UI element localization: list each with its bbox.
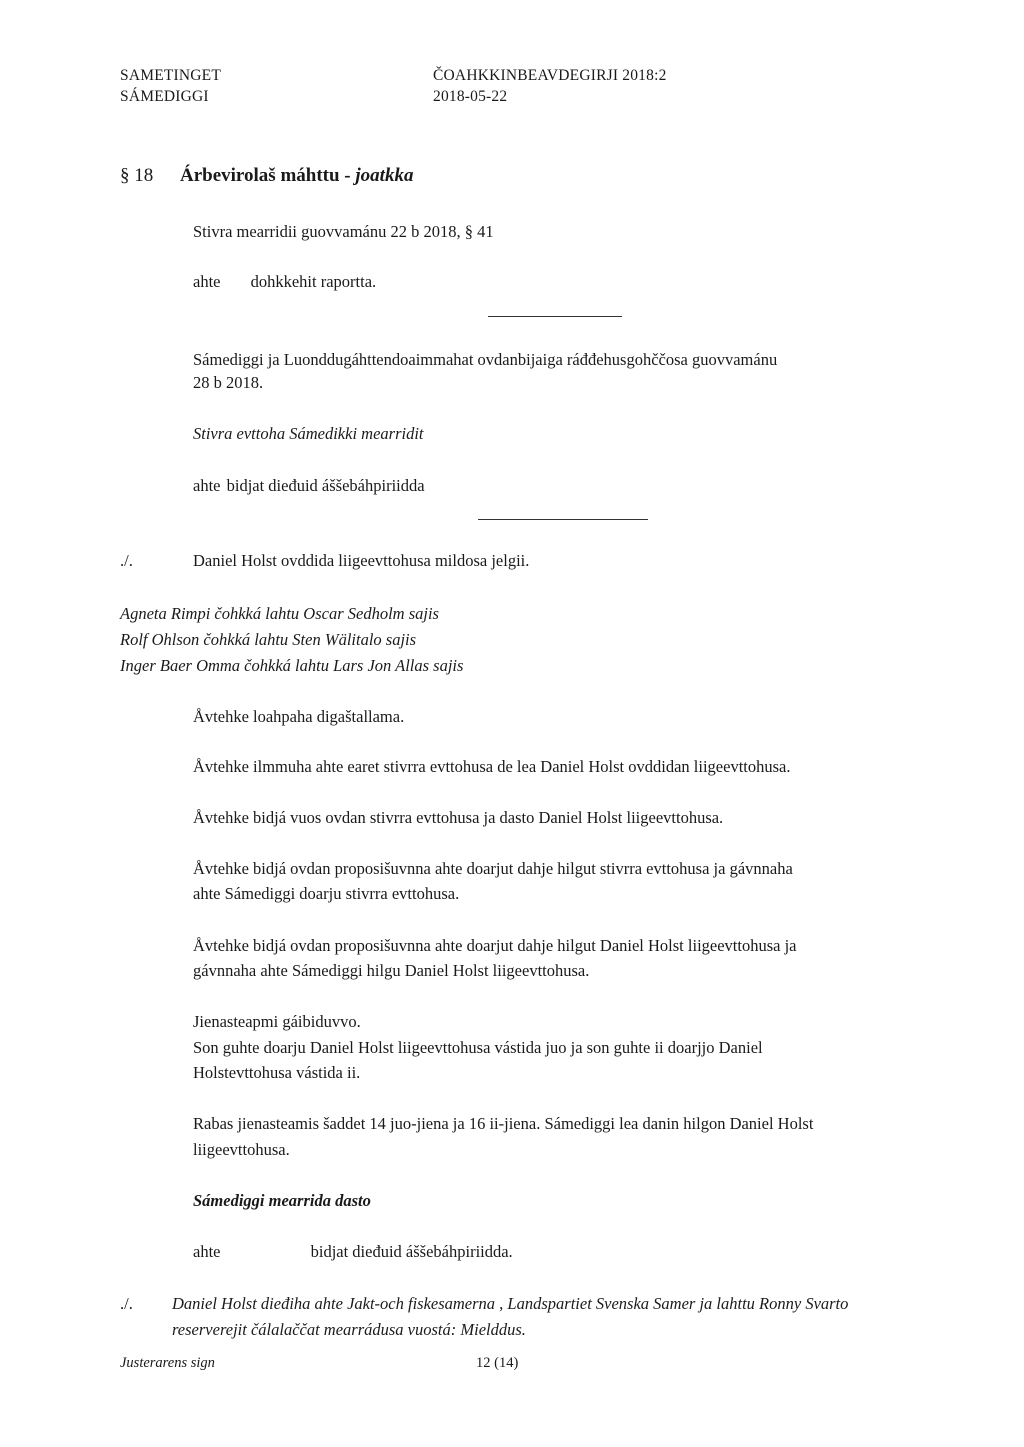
proposal-heading: Stivra evttoha Sámedikki mearridit: [193, 424, 424, 443]
signature-label: Justerarens sign: [120, 1355, 215, 1371]
section-title-italic: joatkka: [355, 165, 414, 186]
decision-heading: Sámediggi mearrida dasto: [193, 1191, 371, 1210]
org-name-sami: SÁMEDIGGI: [120, 88, 209, 105]
decision-body: bidjat dieđuid áššebáhpiriidda.: [310, 1242, 513, 1261]
paragraph-3: Åvtehke bidjá vuos ovdan stivrra evttohusa ja dasto Daniel Holst liigeevttohusa.: [193, 808, 724, 827]
section-number: 18: [134, 165, 154, 186]
paragraph-5-line-2: gávnnaha ahte Sámediggi hilgu Daniel Holst liigeevttohusa.: [193, 961, 590, 980]
separator-line: [478, 519, 648, 520]
decision-word: ahte: [193, 1242, 221, 1261]
paragraph-4-line-1: Åvtehke bidjá ovdan proposišuvnna ahte doarjut dahje hilgut stivrra evttohusa ja gávnnaha: [193, 859, 793, 878]
paragraph-1: Åvtehke loahpaha digaštallama.: [193, 707, 405, 726]
result-line-1: Rabas jienasteamis šaddet 14 juo-jiena ja 16 ii-jiena. Sámediggi lea danin hilgon Daniel Holst: [193, 1114, 814, 1133]
vote-line-3: Holstevttohusa vástida ii.: [193, 1063, 361, 1082]
section-title: Árbevirolaš máhttu -: [180, 165, 351, 186]
report-text: dohkkehit raportta.: [250, 272, 377, 291]
substitute-3: Inger Baer Omma čohkká lahtu Lars Jon Allas sajis: [120, 656, 464, 675]
vote-line-1: Jienasteapmi gáibiduvvo.: [193, 1012, 361, 1031]
note-marker: ./.: [120, 1294, 133, 1313]
substitute-1: Agneta Rimpi čohkká lahtu Oscar Sedholm sajis: [120, 604, 439, 623]
info-line-1: Sámediggi ja Luonddugáhttendoaimmahat ovdanbijaiga ráđđehusgohččosa guovvamánu: [193, 350, 778, 369]
proposal-body: bidjat dieđuid áššebáhpiriidda: [226, 476, 425, 495]
decision-text: [193, 1242, 513, 1262]
info-line-2: 28 b 2018.: [193, 373, 264, 392]
annex-text: Daniel Holst ovddida liigeevttohusa mildosa jelgii.: [193, 551, 530, 570]
section-heading: [120, 166, 413, 186]
substitute-2: Rolf Ohlson čohkká lahtu Sten Wälitalo sajis: [120, 630, 417, 649]
doc-date: 2018-05-22: [433, 88, 508, 105]
paragraph-5-line-1: Åvtehke bidjá ovdan proposišuvnna ahte doarjut dahje hilgut Daniel Holst liigeevttohusa ja: [193, 936, 797, 955]
section-symbol: §: [120, 165, 130, 186]
org-name-swedish: SAMETINGET: [120, 67, 222, 84]
proposal-word: ahte: [193, 476, 221, 495]
report-decision: [193, 272, 376, 292]
note-line-2: reserverejit čálalaččat mearrádusa vuostá: Mielddus.: [172, 1320, 526, 1339]
board-reference: Stivra mearridii guovvamánu 22 b 2018, § 41: [193, 222, 494, 241]
vote-line-2: Son guhte doarju Daniel Holst liigeevttohusa vástida juo ja son guhte ii doarjjo Daniel: [193, 1038, 763, 1057]
paragraph-2: Åvtehke ilmmuha ahte earet stivrra evttohusa de lea Daniel Holst ovddidan liigeevttohusa.: [193, 757, 791, 776]
page-number: 12 (14): [476, 1355, 519, 1371]
doc-title: ČOAHKKINBEAVDEGIRJI 2018:2: [433, 67, 667, 84]
proposal-text: [193, 476, 425, 496]
separator-line: [488, 316, 622, 317]
annex-marker: ./.: [120, 551, 133, 570]
result-line-2: liigeevttohusa.: [193, 1140, 290, 1159]
paragraph-4-line-2: ahte Sámediggi doarju stivrra evttohusa.: [193, 884, 460, 903]
report-word: ahte: [193, 272, 221, 291]
note-line-1: Daniel Holst dieđiha ahte Jakt-och fiskesamerna , Landspartiet Svenska Samer ja lahttu Ronny Svarto: [172, 1294, 849, 1313]
